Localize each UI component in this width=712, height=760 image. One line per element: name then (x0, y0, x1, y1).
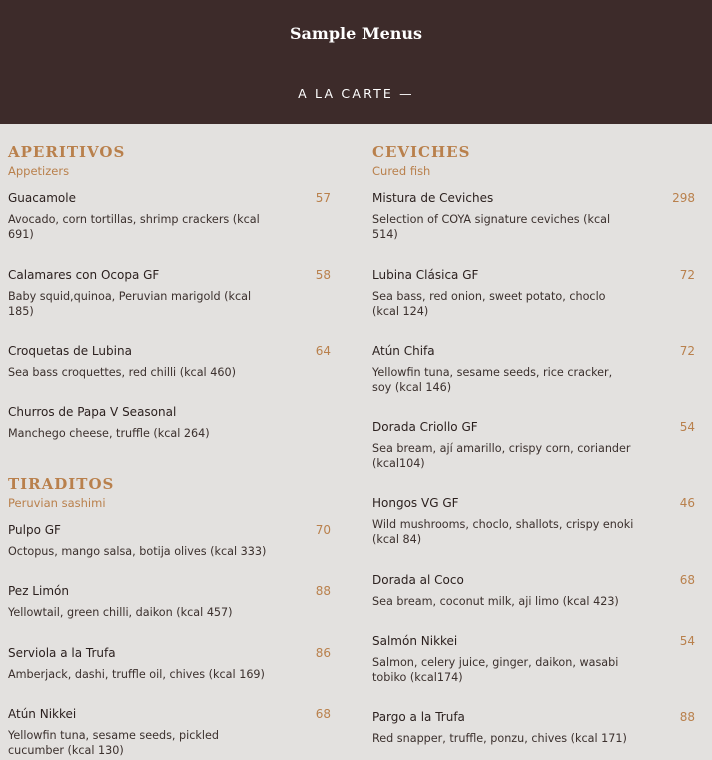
item-price: 64 (315, 344, 331, 358)
item-price: 54 (679, 420, 695, 434)
item-price: 88 (315, 584, 331, 598)
item-price: 72 (679, 344, 695, 358)
item-price: 54 (679, 634, 695, 648)
item-description: Sea bream, ají amarillo, crispy corn, coriander (kcal104) (372, 442, 631, 470)
section-subtitle-aperitivos: Appetizers (8, 164, 70, 178)
item-price: 70 (315, 523, 331, 537)
item-description: Sea bream, coconut milk, aji limo (kcal 423) (372, 595, 619, 608)
item-name: Salmón Nikkei (372, 634, 458, 648)
item-description: Yellowfin tuna, sesame seeds, rice cracker, soy (kcal 146) (372, 366, 613, 394)
item-description: Avocado, corn tortillas, shrimp crackers (kcal 691) (8, 213, 260, 241)
item-description: Manchego cheese, truffle (kcal 264) (8, 427, 210, 440)
item-description: Wild mushrooms, choclo, shallots, crispy enoki (kcal 84) (372, 518, 634, 546)
item-name: Pargo a la Trufa (372, 710, 465, 724)
item-description: Red snapper, truffle, ponzu, chives (kcal 171) (372, 732, 627, 745)
item-name: Dorada al Coco (372, 573, 464, 587)
section-subtitle-tiraditos: Peruvian sashimi (8, 496, 106, 510)
item-description: Salmon, celery juice, ginger, daikon, wasabi tobiko (kcal174) (372, 656, 619, 684)
item-name: Churros de Papa V Seasonal (8, 405, 177, 419)
item-description: Octopus, mango salsa, botija olives (kcal 333) (8, 545, 267, 558)
item-name: Mistura de Ceviches (372, 191, 494, 205)
section-title-aperitivos: APERITIVOS (8, 143, 126, 161)
item-price: 58 (315, 268, 331, 282)
item-name: Serviola a la Trufa (8, 646, 116, 660)
item-price: 68 (679, 573, 695, 587)
section-title-tiraditos: TIRADITOS (8, 475, 115, 493)
item-description: Selection of COYA signature ceviches (kcal 514) (372, 213, 611, 241)
item-price: 86 (315, 646, 331, 660)
item-name: Atún Nikkei (8, 707, 77, 721)
item-name: Pulpo GF (8, 523, 61, 537)
item-price: 46 (679, 496, 695, 510)
item-name: Atún Chifa (372, 344, 435, 358)
item-description: Sea bass, red onion, sweet potato, choclo (kcal 124) (372, 290, 606, 318)
item-description: Amberjack, dashi, truffle oil, chives (kcal 169) (8, 668, 265, 681)
item-price: 298 (672, 191, 695, 205)
item-name: Pez Limón (8, 584, 69, 598)
item-description: Baby squid,quinoa, Peruvian marigold (kcal 185) (8, 290, 252, 318)
item-name: Hongos VG GF (372, 496, 459, 510)
item-name: Lubina Clásica GF (372, 268, 479, 282)
item-name: Croquetas de Lubina (8, 344, 132, 358)
item-name: Calamares con Ocopa GF (8, 268, 160, 282)
item-name: Guacamole (8, 191, 76, 205)
item-description: Sea bass croquettes, red chilli (kcal 460) (8, 366, 236, 379)
section-subtitle-ceviches: Cured fish (372, 164, 431, 178)
item-price: 57 (315, 191, 331, 205)
item-price: 68 (315, 707, 331, 721)
header-bar (0, 0, 712, 124)
item-price: 88 (679, 710, 695, 724)
item-price: 72 (679, 268, 695, 282)
section-title-ceviches: CEVICHES (372, 143, 471, 161)
item-description: Yellowtail, green chilli, daikon (kcal 457) (8, 606, 233, 619)
menu-category-link[interactable]: A LA CARTE — (298, 86, 414, 101)
item-name: Dorada Criollo GF (372, 420, 478, 434)
page-title: Sample Menus (289, 24, 423, 43)
item-description: Yellowfin tuna, sesame seeds, pickled cucumber (kcal 130) (8, 729, 219, 757)
